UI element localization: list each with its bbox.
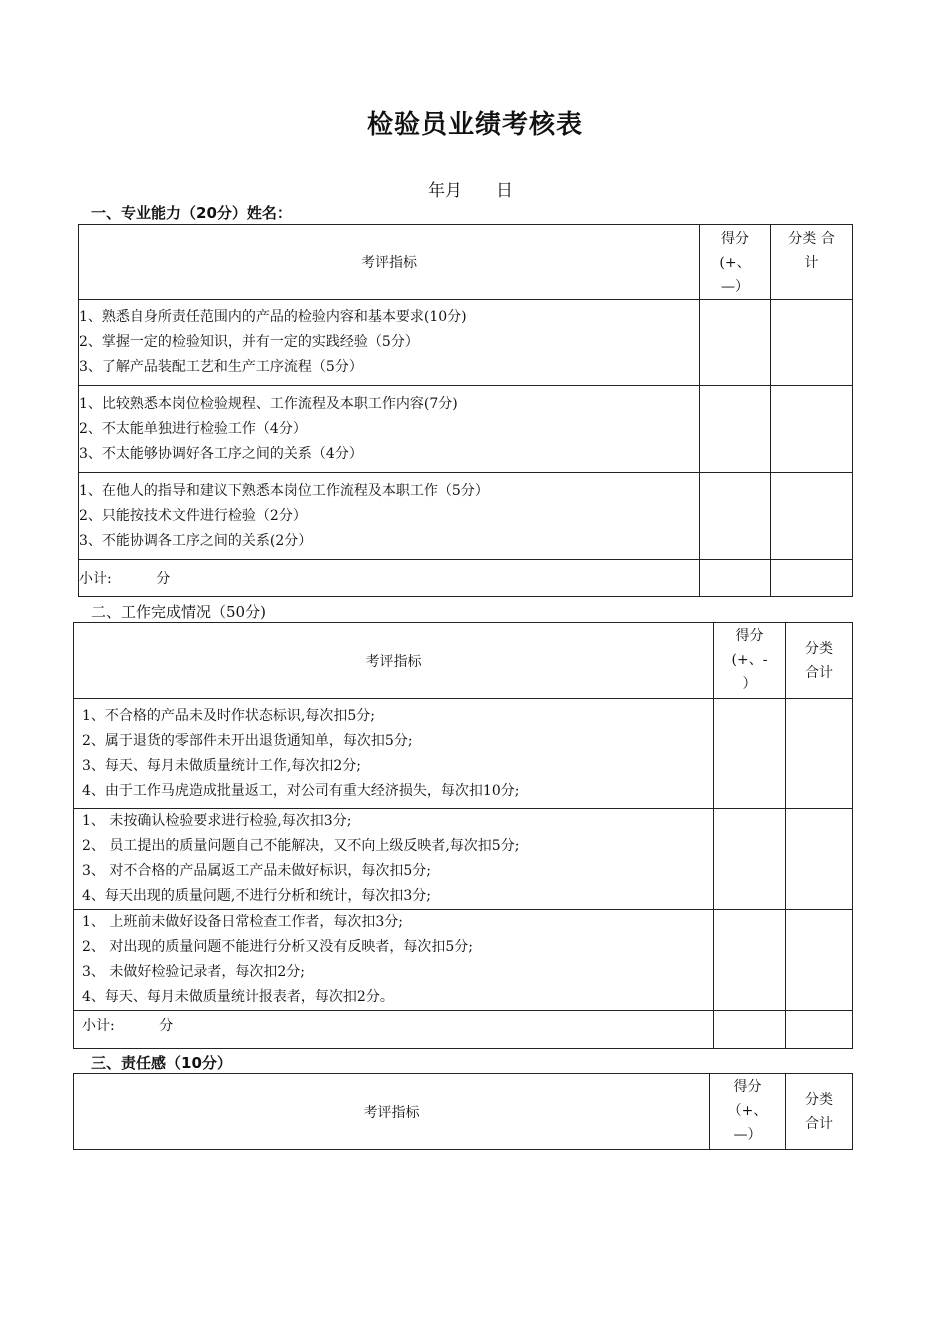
section3-heading: 三、责任感（10分） <box>91 1054 232 1072</box>
document-title: 检验员业绩考核表 <box>366 110 583 140</box>
section1-header-row <box>79 225 853 300</box>
criteria-cell <box>74 910 714 1011</box>
criteria-cell <box>79 300 700 386</box>
criteria-row <box>79 300 853 386</box>
section3-header-row <box>74 1074 853 1150</box>
score-header-line: 得分 <box>733 1079 762 1095</box>
indicator-header: 考评指标 <box>79 225 700 300</box>
score-header-line: —） <box>721 279 749 295</box>
criterion: 4、每天出现的质量问题,不进行分析和统计，每次扣3分; <box>82 888 431 904</box>
category-total-header <box>771 225 853 300</box>
criterion: 2、掌握一定的检验知识，并有一定的实践经验（5分） <box>79 334 419 350</box>
criterion: 2、只能按技术文件进行检验（2分） <box>79 507 307 524</box>
score-cell[interactable] <box>700 473 771 560</box>
category-total-header <box>786 1074 853 1150</box>
category-total-cell[interactable] <box>786 699 853 809</box>
criterion: 1、不合格的产品未及时作状态标识,每次扣5分; <box>82 707 375 724</box>
subtotal-category-cell[interactable] <box>786 1011 853 1049</box>
criterion: 1、熟悉自身所责任范围内的产品的检验内容和基本要求(10分) <box>79 309 467 325</box>
score-header-line: (+、- <box>731 652 768 668</box>
section2-header-row <box>74 623 853 699</box>
score-header-line: （+、 <box>727 1103 768 1119</box>
score-header <box>714 623 786 699</box>
criterion: 1、在他人的指导和建议下熟悉本岗位工作流程及本职工作（5分） <box>79 482 489 499</box>
score-header-line: —） <box>733 1127 762 1143</box>
indicator-header: 考评指标 <box>74 623 714 699</box>
score-header-line: ） <box>742 676 757 692</box>
section1-heading: 一、专业能力（20分）姓名： <box>91 204 292 222</box>
score-cell[interactable] <box>714 910 786 1011</box>
score-header-line: 得分 <box>721 231 749 247</box>
subtotal-row <box>74 1011 853 1049</box>
criterion: 1、比较熟悉本岗位检验规程、工作流程及本职工作内容(7分) <box>79 395 458 412</box>
criterion: 3、每天、每月未做质量统计工作,每次扣2分; <box>82 757 361 774</box>
criterion: 2、不太能单独进行检验工作（4分） <box>79 420 307 437</box>
score-header <box>700 225 771 300</box>
category-header-line: 分类 <box>805 640 833 657</box>
subtotal-score-cell[interactable] <box>700 560 771 597</box>
score-header-line: 得分 <box>735 628 764 644</box>
criterion: 3、了解产品装配工艺和生产工序流程（5分） <box>79 359 363 375</box>
criterion: 3、不能协调各工序之间的关系(2分） <box>79 532 313 549</box>
subtotal-label: 小计: 分 <box>79 560 700 597</box>
subtotal-row <box>79 560 853 597</box>
criterion: 2、 员工提出的质量问题自己不能解决，又不向上级反映者,每次扣5分; <box>82 838 520 854</box>
score-cell[interactable] <box>700 386 771 473</box>
criterion: 2、属于退货的零部件未开出退货通知单，每次扣5分; <box>82 732 413 749</box>
category-total-cell[interactable] <box>771 300 853 386</box>
score-header <box>710 1074 786 1150</box>
criterion: 3、不太能够协调好各工序之间的关系（4分） <box>79 445 363 462</box>
criterion: 2、 对出现的质量问题不能进行分析又没有反映者，每次扣5分; <box>82 939 473 955</box>
score-cell[interactable] <box>714 809 786 910</box>
section2-heading: 二、工作完成情况（50分) <box>91 603 266 621</box>
criteria-row <box>74 809 853 910</box>
category-header-line: 分类 <box>805 1091 833 1108</box>
category-header-line: 分类 合 <box>788 231 835 247</box>
criteria-cell <box>79 473 700 560</box>
criterion: 1、 未按确认检验要求进行检验,每次扣3分; <box>82 813 352 829</box>
indicator-header: 考评指标 <box>74 1074 710 1150</box>
category-total-cell[interactable] <box>786 910 853 1011</box>
criterion: 3、 未做好检验记录者，每次扣2分; <box>82 964 305 980</box>
section2-table <box>73 622 853 1049</box>
criteria-row <box>79 473 853 560</box>
subtotal-category-cell[interactable] <box>771 560 853 597</box>
section1-table <box>78 224 853 597</box>
criteria-row <box>74 910 853 1011</box>
section3-table <box>73 1073 853 1150</box>
category-total-cell[interactable] <box>771 386 853 473</box>
criteria-row <box>79 386 853 473</box>
category-header-line: 合计 <box>805 664 833 681</box>
date-line: 年月 日 <box>428 181 513 201</box>
score-cell[interactable] <box>700 300 771 386</box>
criterion: 4、每天、每月未做质量统计报表者，每次扣2分。 <box>82 989 394 1005</box>
criteria-cell <box>79 386 700 473</box>
category-total-cell[interactable] <box>786 809 853 910</box>
category-total-header <box>786 623 853 699</box>
subtotal-label: 小计: 分 <box>74 1011 714 1049</box>
subtotal-score-cell[interactable] <box>714 1011 786 1049</box>
category-header-line: 计 <box>804 255 819 271</box>
criteria-cell <box>74 699 714 809</box>
category-header-line: 合计 <box>805 1115 833 1132</box>
score-header-line: (+、 <box>719 255 751 271</box>
criterion: 3、 对不合格的产品属返工产品未做好标识，每次扣5分; <box>82 863 431 879</box>
score-cell[interactable] <box>714 699 786 809</box>
category-total-cell[interactable] <box>771 473 853 560</box>
criterion: 1、 上班前未做好设备日常检查工作者，每次扣3分; <box>82 914 403 930</box>
criteria-row <box>74 699 853 809</box>
criteria-cell <box>74 809 714 910</box>
criterion: 4、由于工作马虎造成批量返工，对公司有重大经济损失，每次扣10分; <box>82 782 520 799</box>
